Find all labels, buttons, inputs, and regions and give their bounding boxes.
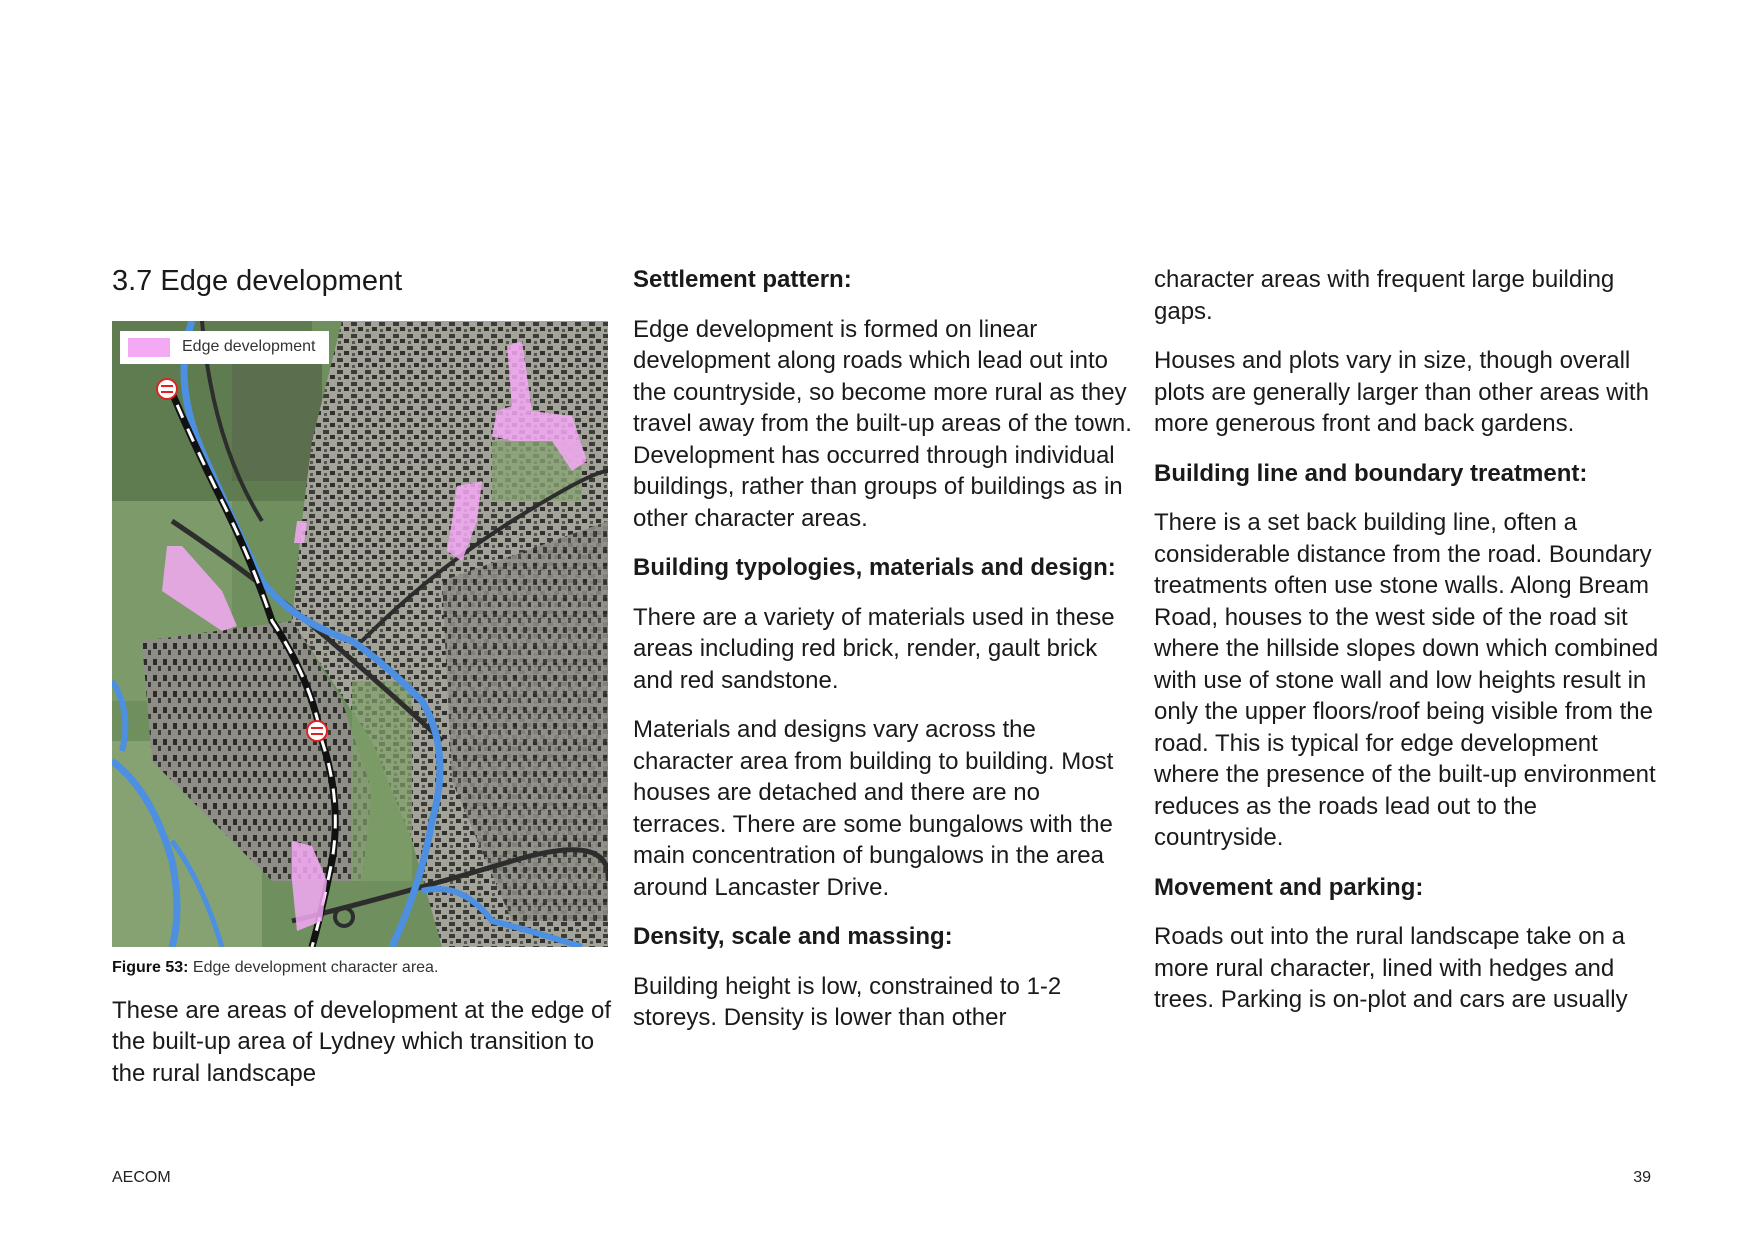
caption-text: Edge development character area. — [188, 958, 439, 976]
aerial-map-image — [112, 321, 608, 947]
typologies-paragraph-2: Materials and designs vary across the character area from building to building. Most houses are detached and there are no terraces. There are some bungalows with the main concentration of bungalows in the area around Lancaster Drive. — [633, 716, 1114, 901]
right-column — [1154, 264, 1664, 1034]
typologies-paragraph-1: There are a variety of materials used in these areas including red brick, render, gault brick and red sandstone. — [633, 603, 1115, 694]
building-line-paragraph: There is a set back building line, often a considerable distance from the road. Boundary treatments often use stone walls. Along Bream Road, houses to the west side of the road sit where the hillside slopes down which combined with use of stone wall and low heights result in only the upper floors/roof being visible from the road. This is typical for edge development where the presence of the built-up environment reduces as the roads lead out to the countryside. — [1154, 509, 1659, 851]
page-number: 39 — [1633, 1169, 1651, 1186]
legend-label: Edge development — [182, 338, 316, 356]
caption-label: Figure 53: — [112, 958, 189, 976]
figure-caption — [112, 959, 612, 977]
left-column — [112, 264, 612, 1107]
middle-column — [633, 264, 1133, 1052]
density-paragraph-part-1: Building height is low, constrained to 1-2 storeys. Density is lower than other — [633, 972, 1062, 1031]
movement-paragraph: Roads out into the rural landscape take on a more rural character, lined with hedges and trees. Parking is on-plot and cars are usually — [1154, 923, 1628, 1013]
density-heading: Density, scale and massing: — [633, 923, 953, 950]
typologies-heading: Building typologies, materials and design: — [633, 554, 1116, 581]
footer-brand: AECOM — [112, 1169, 171, 1186]
movement-heading: Movement and parking: — [1154, 873, 1424, 901]
building-line-heading: Building line and boundary treatment: — [1154, 459, 1588, 487]
settlement-paragraph: Edge development is formed on linear development along roads which lead out into the countryside, so become more rural as they travel away from the built-up areas of the town. Development has occurred through individual buildings, rather than groups of buildings as in other character areas. — [633, 315, 1132, 532]
edge-development-swatch — [128, 338, 170, 357]
density-paragraph-part-2: character areas with frequent large building gaps. — [1154, 266, 1615, 325]
map-legend — [120, 331, 329, 364]
settlement-heading: Settlement pattern: — [633, 266, 852, 293]
figure-map — [112, 321, 608, 947]
intro-paragraph: These are areas of development at the edge of the built-up area of Lydney which transition to the rural landscape — [112, 996, 611, 1087]
section-title: 3.7 Edge development — [112, 265, 403, 297]
density-paragraph-2: Houses and plots vary in size, though overall plots are generally larger than other areas with more generous front and back gardens. — [1154, 347, 1649, 437]
